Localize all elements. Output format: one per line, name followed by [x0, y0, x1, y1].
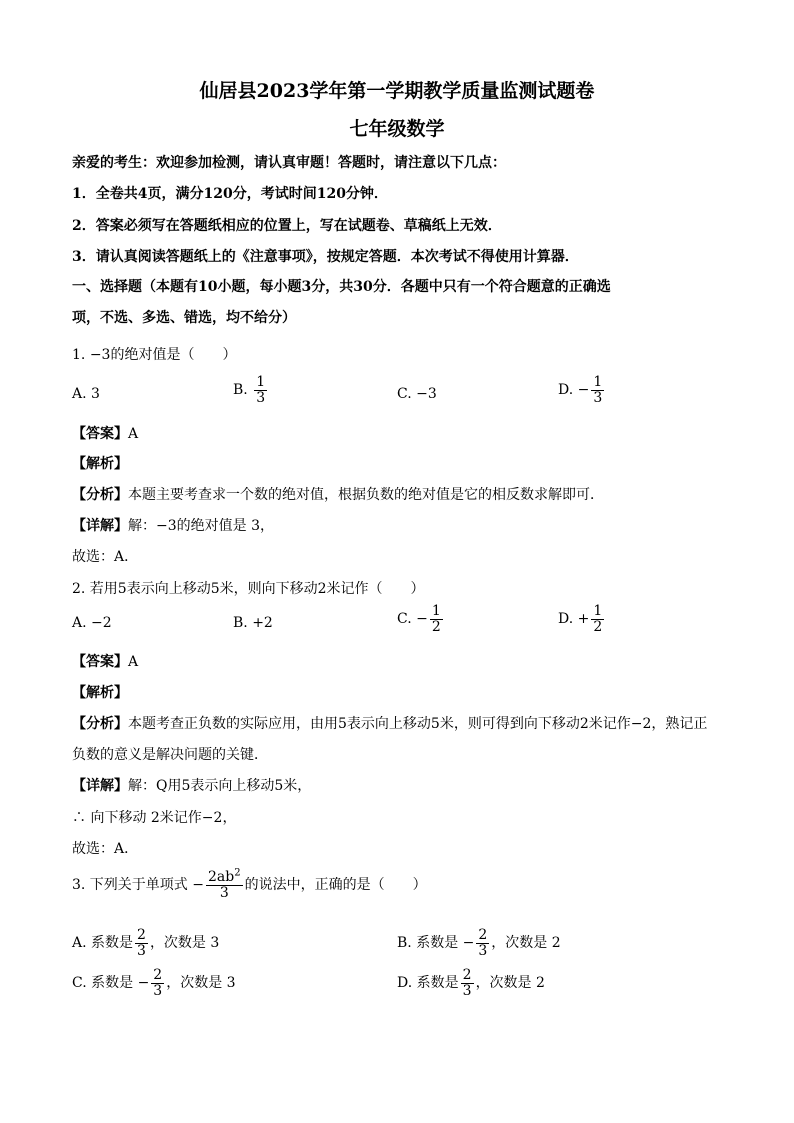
q2-option-b: B. +2	[233, 615, 273, 631]
q2-option-d: D. + $\frac{1}{2}$	[558, 603, 603, 635]
instruction-item-1: 1．全卷共4页，满分120分，考试时间120分钟．	[72, 186, 388, 202]
q2-detail-line-2: ∴ 向下移动 2米记作−2，	[72, 810, 237, 826]
question-3-stem: 3. 下列关于单项式 − $\frac{2ab^2}{3}$ 的说法中，正确的是（ ）	[72, 867, 427, 901]
question-2-stem: 2. 若用5表示向上移动5米，则向下移动2米记作（ ）	[72, 581, 425, 597]
section-heading-line-1: 一、选择题（本题有10小题，每小题3分，共30分．各题中只有一个符合题意的正确选	[72, 279, 611, 295]
question-1-stem	[72, 344, 236, 364]
q2-option-a: A. −2	[72, 615, 112, 631]
q3-option-b: B. 系数是 − $\frac{2}{3}$ ，次数是 2	[397, 927, 561, 959]
instruction-item-3: 3．请认真阅读答题纸上的《注意事项》，按规定答题．本次考试不得使用计算器．	[72, 249, 579, 265]
section-heading-line-2: 项，不选、多选、错选，均不给分）	[72, 310, 296, 326]
q3-option-c-fraction: $\frac{2}{3}$	[153, 967, 163, 999]
q1-analysis-tag: 【解析】	[72, 456, 128, 472]
q1-option-a: A. 3	[72, 386, 100, 402]
q1-option-d-fraction: $\frac{1}{3}$	[593, 374, 603, 406]
q2-analysis-line-1: 【分析】本题考查正负数的实际应用，由用5表示向上移动5米，则可得到向下移动2米记作−2，熟记正	[72, 716, 708, 732]
instruction-item-2: 2．答案必须写在答题纸相应的位置上，写在试题卷、草稿纸上无效．	[72, 218, 502, 234]
q2-answer: 【答案】A	[72, 654, 139, 670]
q1-number: 1.	[72, 347, 86, 363]
q3-option-d-fraction: $\frac{2}{3}$	[462, 967, 472, 999]
q2-option-d-fraction: $\frac{1}{2}$	[593, 603, 603, 635]
exam-subtitle: 七年级数学	[349, 118, 445, 140]
q3-monomial-fraction: $\frac{2ab^2}{3}$	[208, 867, 241, 901]
q1-choose: 故选：A．	[72, 549, 139, 565]
q3-option-a: A. 系数是 $\frac{2}{3}$ ，次数是 3	[72, 927, 220, 959]
q2-detail-line-1: 【详解】解：Q用5表示向上移动5米，	[72, 778, 312, 794]
q1-option-c: C. −3	[397, 386, 437, 402]
q1-text: 的绝对值是（ ）	[110, 347, 237, 363]
q1-expression: −3	[89, 347, 111, 363]
q1-detail: 【详解】解：−3的绝对值是 3，	[72, 518, 274, 534]
q2-option-c: C. − $\frac{1}{2}$	[397, 603, 441, 635]
exam-title: 仙居县2023学年第一学期教学质量监测试题卷	[199, 80, 595, 102]
q2-analysis-tag: 【解析】	[72, 685, 128, 701]
q1-answer: 【答案】A	[72, 426, 139, 442]
q1-option-d: D. − $\frac{1}{3}$	[558, 374, 603, 406]
instructions-intro: 亲爱的考生：欢迎参加检测，请认真审题！答题时，请注意以下几点：	[72, 155, 506, 171]
q3-option-d: D. 系数是 $\frac{2}{3}$ ，次数是 2	[397, 967, 545, 999]
q1-option-b-fraction: $\frac{1}{3}$	[256, 374, 266, 406]
q3-option-c: C. 系数是 − $\frac{2}{3}$ ，次数是 3	[72, 967, 236, 999]
q2-choose: 故选：A．	[72, 841, 139, 857]
q1-analysis: 【分析】本题主要考查求一个数的绝对值，根据负数的绝对值是它的相反数求解即可．	[72, 487, 604, 503]
q2-option-c-fraction: $\frac{1}{2}$	[431, 603, 441, 635]
q2-analysis-line-2: 负数的意义是解决问题的关键．	[72, 747, 268, 763]
q3-option-b-fraction: $\frac{2}{3}$	[478, 927, 488, 959]
q3-option-a-fraction: $\frac{2}{3}$	[137, 927, 146, 959]
q1-option-b: B. $\frac{1}{3}$	[233, 374, 266, 406]
